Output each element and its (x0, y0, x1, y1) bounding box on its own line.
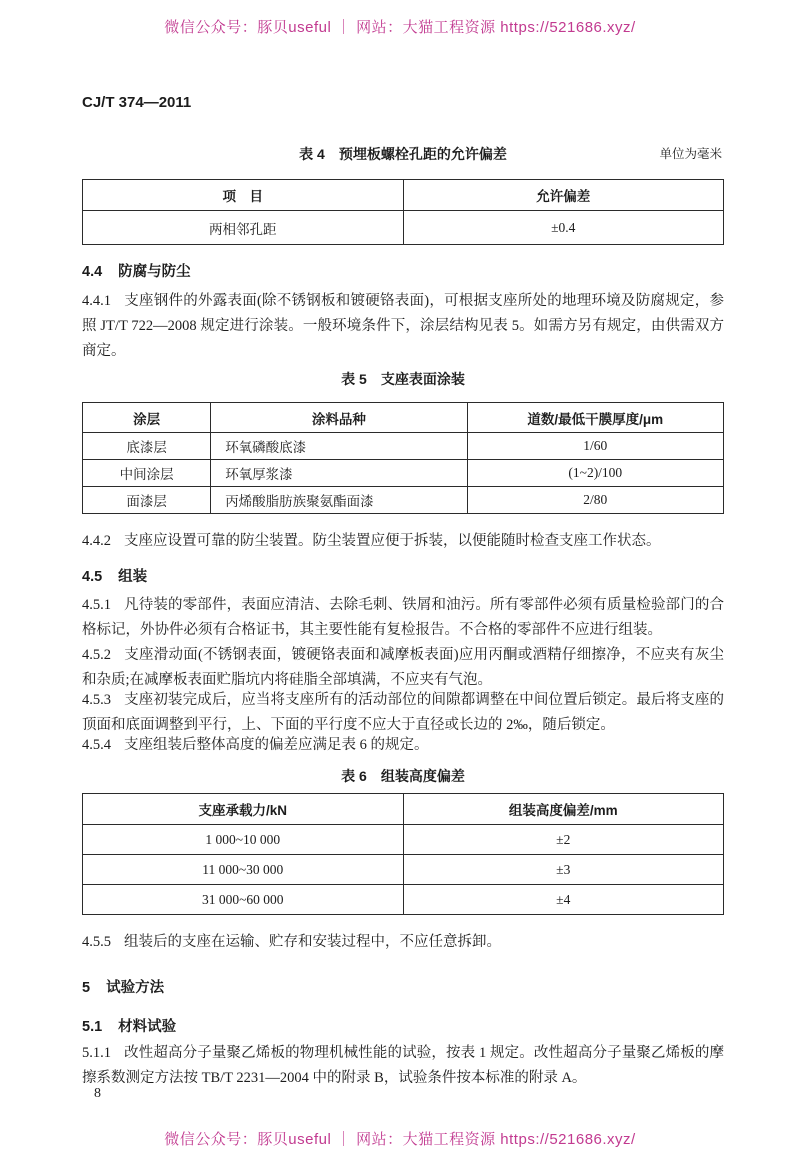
table4-cell-item: 两相邻孔距 (83, 211, 404, 245)
section-number: 4.4 (82, 264, 103, 280)
table5-cell-layer: 面漆层 (83, 487, 211, 514)
table-row (83, 460, 724, 487)
table5-col-header-thickness: 道数/最低干膜厚度/μm (467, 403, 723, 433)
table-5 (82, 402, 724, 514)
doc-number: CJ/T 374—2011 (82, 94, 192, 111)
paragraph-4-5-5 (82, 930, 724, 955)
table5-cell-material: 环氧磷酸底漆 (211, 433, 467, 460)
table5-cell-material: 丙烯酸脂肪族聚氨酯面漆 (211, 487, 467, 514)
table4-col-header-item: 项 目 (83, 180, 404, 211)
table5-cell-layer: 底漆层 (83, 433, 211, 460)
paragraph-number: 4.4.2 (82, 533, 111, 549)
table6-col-header-deviation: 组装高度偏差/mm (403, 794, 724, 825)
table5-caption: 表 5 支座表面涂装 (341, 371, 465, 387)
section-number: 5 (82, 980, 91, 996)
table5-wrapper (82, 402, 724, 514)
section-heading-5 (82, 976, 724, 997)
paragraph-4-5-2 (82, 643, 724, 693)
table-6 (82, 793, 724, 915)
page-number: 8 (94, 1086, 101, 1101)
table4-caption-row (82, 144, 724, 162)
paragraph-text: 支座初装完成后，应当将支座所有的活动部位的间隙都调整在中间位置后锁定。最后将支座的顶面和底面调整到平行，上、下面的平行度不应大于直径或长边的 2‰，随后锁定。 (82, 692, 724, 733)
paragraph-text: 组装后的支座在运输、贮存和安装过程中，不应任意拆卸。 (124, 934, 501, 950)
table6-cell-capacity: 31 000~60 000 (83, 885, 404, 915)
table6-caption: 表 6 组装高度偏差 (341, 768, 465, 784)
table-4 (82, 179, 724, 245)
table5-cell-material: 环氧厚浆漆 (211, 460, 467, 487)
paragraph-4-5-4 (82, 733, 724, 758)
table5-cell-thickness: 1/60 (467, 433, 723, 460)
paragraph-text: 支座应设置可靠的防尘装置。防尘装置应便于拆装，以便能随时检查支座工作状态。 (124, 533, 661, 549)
paragraph-5-1-1 (82, 1041, 724, 1091)
paragraph-number: 4.5.4 (82, 737, 111, 753)
section-number: 4.5 (82, 569, 103, 585)
table4-caption: 表 4 预埋板螺栓孔距的允许偏差 (299, 146, 507, 162)
paragraph-4-4-2 (82, 529, 724, 554)
watermark-bottom: 微信公众号：豚贝useful ｜ 网站：大猫工程资源 https://521686.xyz/ (164, 1131, 636, 1148)
paragraph-4-4-1 (82, 289, 724, 364)
paragraph-number: 4.4.1 (82, 293, 111, 309)
table4-col-header-tolerance: 允许偏差 (403, 180, 724, 211)
section-title: 防腐与防尘 (118, 264, 191, 280)
table-row (83, 825, 724, 855)
table6-cell-deviation: ±3 (403, 855, 724, 885)
paragraph-text: 凡待装的零部件，表面应清洁、去除毛刺、铁屑和油污。所有零部件必须有质量检验部门的合格标记，外协件必须有合格证书，其主要性能有复检报告。不合格的零部件不应进行组装。 (82, 597, 724, 638)
section-title: 组装 (118, 569, 148, 585)
paragraph-number: 5.1.1 (82, 1045, 111, 1061)
table5-caption-row (82, 369, 724, 387)
paragraph-text: 支座组装后整体高度的偏差应满足表 6 的规定。 (124, 737, 429, 753)
table5-cell-thickness: 2/80 (467, 487, 723, 514)
table5-header-row (83, 403, 724, 433)
table5-col-header-layer: 涂层 (83, 403, 211, 433)
table-row (83, 855, 724, 885)
table5-col-header-material: 涂料品种 (211, 403, 467, 433)
paragraph-text: 支座钢件的外露表面(除不锈钢板和镀硬铬表面)，可根据支座所处的地理环境及防腐规定，参照 JT/T 722—2008 规定进行涂装。一般环境条件下，涂层结构见表 5。如需方另有规定，由供需双方商定。 (82, 293, 724, 359)
paragraph-number: 4.5.5 (82, 934, 111, 950)
watermark-top: 微信公众号：豚贝useful ｜ 网站：大猫工程资源 https://521686.xyz/ (164, 19, 636, 36)
paragraph-4-5-3 (82, 688, 724, 738)
section-heading-5-1 (82, 1015, 724, 1036)
section-heading-4-5 (82, 565, 724, 586)
section-title: 试验方法 (106, 980, 165, 996)
table6-cell-capacity: 1 000~10 000 (83, 825, 404, 855)
section-number: 5.1 (82, 1019, 103, 1035)
table-row (83, 487, 724, 514)
paragraph-4-5-1 (82, 593, 724, 643)
paragraph-number: 4.5.1 (82, 597, 111, 613)
table6-col-header-capacity: 支座承载力/kN (83, 794, 404, 825)
table4-unit-note: 单位为毫米 (659, 147, 722, 161)
table6-wrapper (82, 793, 724, 915)
table4-wrapper (82, 179, 724, 245)
table-row (83, 211, 724, 245)
table-row (83, 433, 724, 460)
table6-cell-capacity: 11 000~30 000 (83, 855, 404, 885)
table4-cell-tolerance: ±0.4 (403, 211, 724, 245)
table6-caption-row (82, 766, 724, 784)
paragraph-text: 改性超高分子量聚乙烯板的物理机械性能的试验，按表 1 规定。改性超高分子量聚乙烯板的摩擦系数测定方法按 TB/T 2231—2004 中的附录 B，试验条件按本标准的附录 A。 (82, 1045, 724, 1086)
paragraph-number: 4.5.2 (82, 647, 111, 663)
page-content (82, 0, 724, 1174)
paragraph-text: 支座滑动面(不锈钢表面，镀硬铬表面和减摩板表面)应用丙酮或酒精仔细擦净，不应夹有灰尘和杂质;在减摩板表面贮脂坑内将硅脂全部填满，不应夹有气泡。 (82, 647, 724, 688)
table5-cell-layer: 中间涂层 (83, 460, 211, 487)
table6-cell-deviation: ±4 (403, 885, 724, 915)
paragraph-number: 4.5.3 (82, 692, 111, 708)
section-heading-4-4 (82, 260, 724, 281)
table4-header-row (83, 180, 724, 211)
section-title: 材料试验 (118, 1019, 177, 1035)
table5-cell-thickness: (1~2)/100 (467, 460, 723, 487)
table6-cell-deviation: ±2 (403, 825, 724, 855)
table6-header-row (83, 794, 724, 825)
table-row (83, 885, 724, 915)
